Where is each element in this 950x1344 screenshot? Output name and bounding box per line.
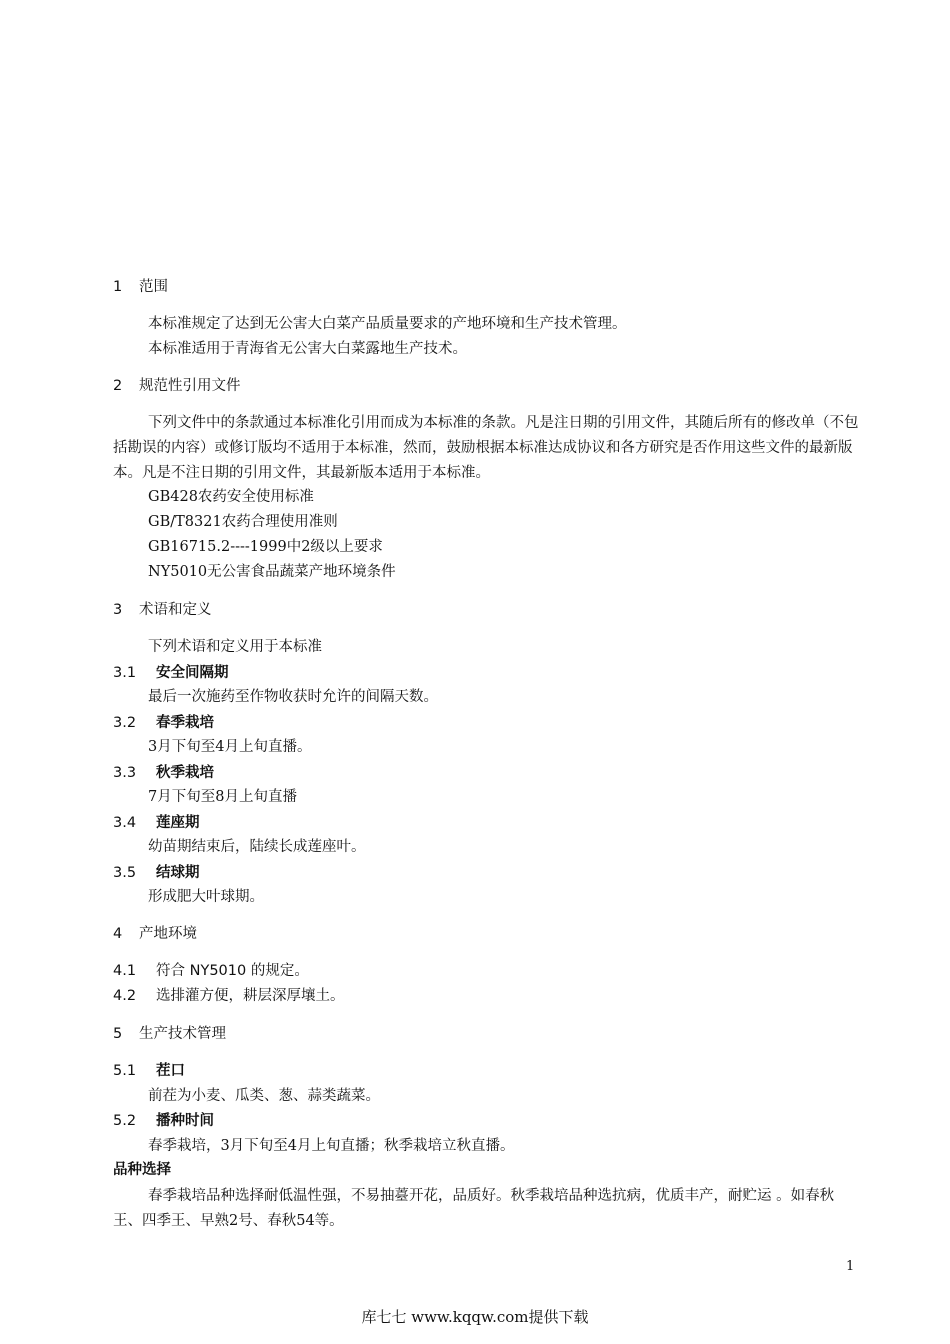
term-heading: 3.1 安全间隔期	[113, 665, 229, 681]
term-heading: 3.2 春季栽培	[113, 715, 214, 731]
section-1-line-2: 本标准适用于青海省无公害大白菜露地生产技术。	[148, 341, 467, 357]
variety-paragraph: 春季栽培品种选择耐低温性强，不易抽薹开花，品质好。秋季栽培品种选抗病，优质丰产，耐贮运 。如春秋王、四季王、早熟2号、春秋54等。	[113, 1188, 835, 1229]
reference-item: GB428农药安全使用标准	[148, 489, 314, 505]
term-definition: 7月下旬至8月上旬直播	[148, 789, 297, 805]
clause-heading: 5.1 茬口	[113, 1063, 185, 1079]
section-4-heading: 4 产地环境	[113, 926, 197, 942]
section-3-intro: 下列术语和定义用于本标准	[148, 639, 322, 655]
clause-text: 春季栽培，3月下旬至4月上旬直播；秋季栽培立秋直播。	[148, 1138, 515, 1154]
clause-heading: 5.2 播种时间	[113, 1113, 214, 1129]
reference-item: GB/T8321农药合理使用准则	[148, 514, 338, 530]
section-5-heading: 5 生产技术管理	[113, 1026, 226, 1042]
term-heading: 3.5 结球期	[113, 865, 200, 881]
reference-item: NY5010无公害食品蔬菜产地环境条件	[148, 564, 396, 580]
clause-item: 4.2 选排灌方便，耕层深厚壤土。	[113, 988, 345, 1004]
section-3-heading: 3 术语和定义	[113, 602, 212, 618]
clause-item: 4.1 符合 NY5010 的规定。	[113, 963, 309, 979]
term-definition: 最后一次施药至作物收获时允许的间隔天数。	[148, 689, 438, 705]
term-heading: 3.3 秋季栽培	[113, 765, 214, 781]
variety-heading: 品种选择	[113, 1162, 171, 1178]
section-2-heading: 2 规范性引用文件	[113, 378, 241, 394]
reference-item: GB16715.2----1999中2级以上要求	[148, 539, 383, 555]
term-definition: 幼苗期结束后，陆续长成莲座叶。	[148, 839, 366, 855]
section-2-paragraph: 下列文件中的条款通过本标准化引用而成为本标准的条款。凡是注日期的引用文件，其随后所有的修改单（不包括勘误的内容）或修订版均不适用于本标准，然而，鼓励根据本标准达成协议和各方研究是否作用这些文件的最新版本。凡是不注日期的引用文件，其最新版本适用于本标准。	[113, 415, 859, 481]
term-definition: 形成肥大叶球期。	[148, 889, 264, 905]
footer-credit: 库七七 www.kqqw.com提供下载	[361, 1308, 589, 1326]
section-1-line-1: 本标准规定了达到无公害大白菜产品质量要求的产地环境和生产技术管理。	[148, 316, 627, 332]
section-1-heading: 1 范围	[113, 279, 168, 295]
term-heading: 3.4 莲座期	[113, 815, 200, 831]
term-definition: 3月下旬至4月上旬直播。	[148, 739, 312, 755]
clause-text: 前茬为小麦、瓜类、葱、蒜类蔬菜。	[148, 1088, 380, 1104]
page-number: 1	[846, 1259, 855, 1274]
